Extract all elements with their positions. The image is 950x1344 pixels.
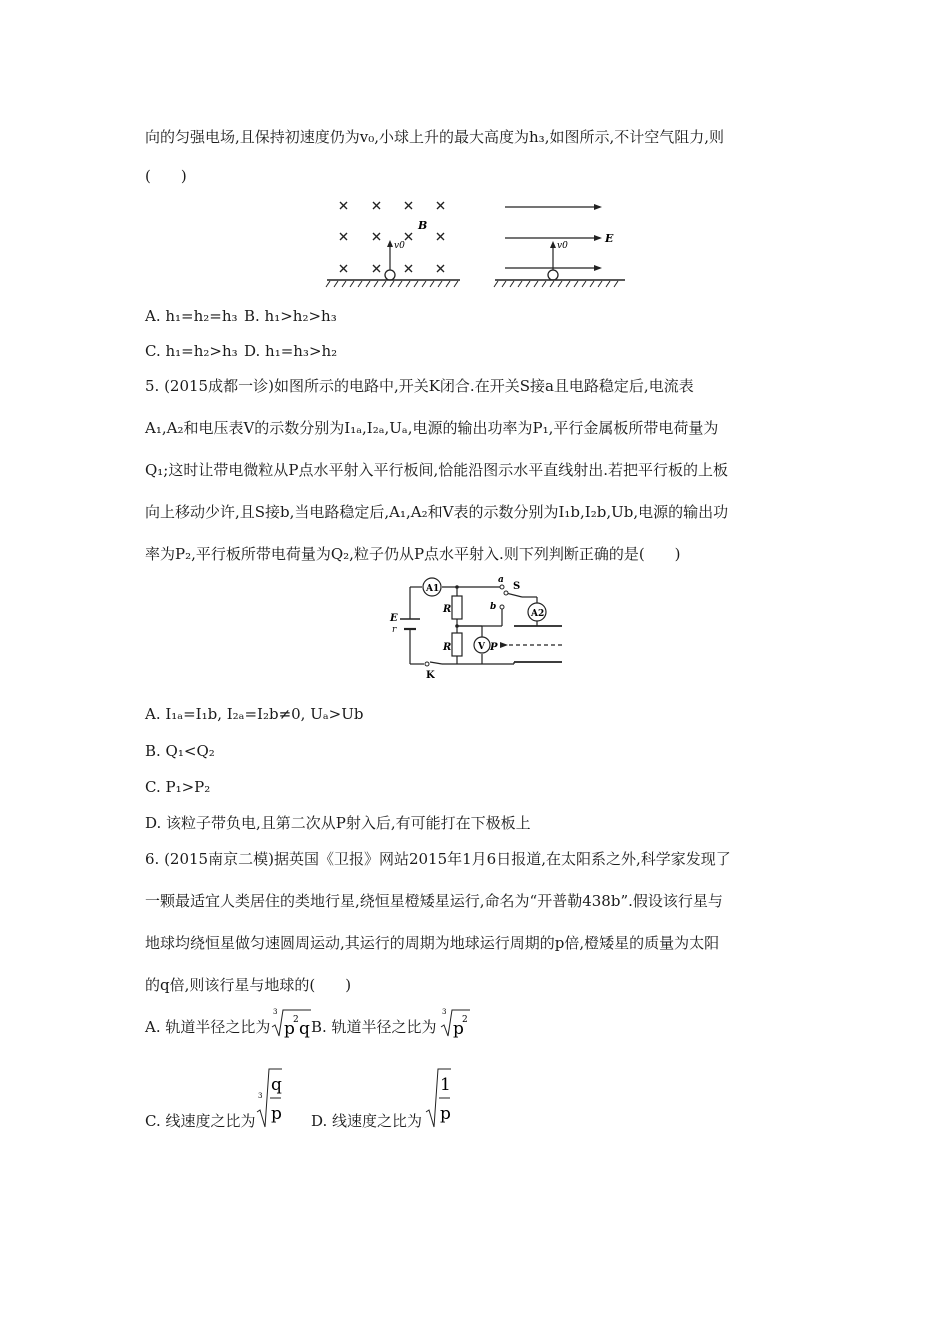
svg-text:2: 2: [462, 1015, 468, 1025]
q6-option-d-radical: [425, 1067, 451, 1129]
q6-text-line-1: 6. (2015南京二模)据英国《卫报》网站2015年1月6日报道,在太阳系之外,科学家发现了: [145, 850, 731, 868]
resistor-lower-label: R: [443, 642, 452, 653]
q5-text-line-2: A₁,A₂和电压表V的示数分别为I₁ₐ,I₂ₐ,Uₐ,电源的输出功率为P₁,平行金属板所带电荷量为: [145, 419, 719, 437]
v0-label-right: v0: [557, 241, 568, 251]
q6-option-b-radical: [440, 1005, 470, 1039]
svg-text:q: q: [271, 1075, 282, 1095]
q6-option-b-prefix: B. 轨道半径之比为: [311, 1018, 437, 1036]
q6-option-a-prefix: A. 轨道半径之比为: [145, 1018, 271, 1036]
svg-text:q: q: [299, 1019, 310, 1039]
switch-s-label: S: [513, 581, 521, 592]
terminal-a-label: a: [498, 575, 504, 585]
emf-label: E: [390, 613, 398, 624]
q4-text-line-2: ( ): [145, 167, 187, 185]
q5-text-line-5: 率为P₂,平行板所带电荷量为Q₂,粒子仍从P点水平射入.则下列判断正确的是( ): [145, 545, 681, 563]
svg-text:p: p: [284, 1019, 295, 1039]
svg-text:p: p: [440, 1104, 451, 1124]
q6-option-a-radical: [271, 1005, 311, 1039]
q5-option-d: D. 该粒子带负电,且第二次从P射入后,有可能打在下极板上: [145, 814, 531, 832]
q4-option-b: B. h₁>h₂>h₃: [244, 307, 337, 325]
cube-root-index: 3: [258, 1092, 263, 1100]
v0-label-left: v0: [394, 241, 405, 251]
q6-option-d-prefix: D. 线速度之比为: [311, 1112, 423, 1130]
point-p-label: P: [490, 642, 498, 653]
q4-option-a: A. h₁=h₂=h₃: [145, 307, 238, 325]
q5-option-a: A. I₁ₐ=I₁b, I₂ₐ=I₂b≠0, Uₐ>Ub: [145, 705, 364, 723]
svg-text:2: 2: [293, 1015, 299, 1025]
q6-option-c-prefix: C. 线速度之比为: [145, 1112, 256, 1130]
q6-text-line-2: 一颗最适宜人类居住的类地行星,绕恒星橙矮星运行,命名为“开普勒438b”.假设该行星与: [145, 892, 723, 910]
cube-root-index: 3: [273, 1008, 278, 1016]
voltmeter-label: V: [478, 642, 485, 652]
q6-text-line-3: 地球均绕恒星做匀速圆周运动,其运行的周期为地球运行周期的p倍,橙矮星的质量为太阳: [145, 934, 720, 952]
cube-root-index: 3: [442, 1008, 447, 1016]
q5-text-line-3: Q₁;这时让带电微粒从P点水平射入平行板间,恰能沿图示水平直线射出.若把平行板的上板: [145, 461, 728, 479]
magnetic-field-crosses: [340, 202, 444, 272]
b-field-label: B: [418, 219, 428, 232]
resistor-upper-label: R: [443, 604, 452, 615]
q5-option-c: C. P₁>P₂: [145, 778, 211, 796]
switch-k-label: K: [426, 670, 435, 681]
q4-text-line-1: 向的匀强电场,且保持初速度仍为v₀,小球上升的最大高度为h₃,如图所示,不计空气阻力,则: [145, 128, 725, 146]
q5-text-line-4: 向上移动少许,且S接b,当电路稳定后,A₁,A₂和V表的示数分别为I₁b,I₂b,Ub,电源的输出功: [145, 503, 729, 521]
q6-option-c-radical: [256, 1067, 282, 1129]
terminal-b-label: b: [490, 602, 497, 612]
ball-left: [385, 270, 395, 280]
q4-option-c: C. h₁=h₂>h₃: [145, 342, 238, 360]
internal-r-label: r: [392, 625, 397, 635]
e-field-label: E: [605, 232, 614, 245]
ammeter-a2-label: A2: [531, 609, 545, 619]
q4-option-d: D. h₁=h₃>h₂: [244, 342, 338, 360]
q5-text-line-1: 5. (2015成都一诊)如图所示的电路中,开关K闭合.在开关S接a且电路稳定后,电流表: [145, 377, 694, 395]
q5-option-b: B. Q₁<Q₂: [145, 742, 215, 760]
svg-text:p: p: [271, 1104, 282, 1124]
q5-circuit-diagram: [382, 574, 567, 684]
ball-right: [548, 270, 558, 280]
ammeter-a1-label: A1: [426, 584, 440, 594]
svg-text:p: p: [453, 1019, 464, 1039]
q4-figure: [325, 195, 630, 290]
q6-text-line-4: 的q倍,则该行星与地球的( ): [145, 976, 352, 994]
svg-text:1: 1: [440, 1075, 451, 1095]
